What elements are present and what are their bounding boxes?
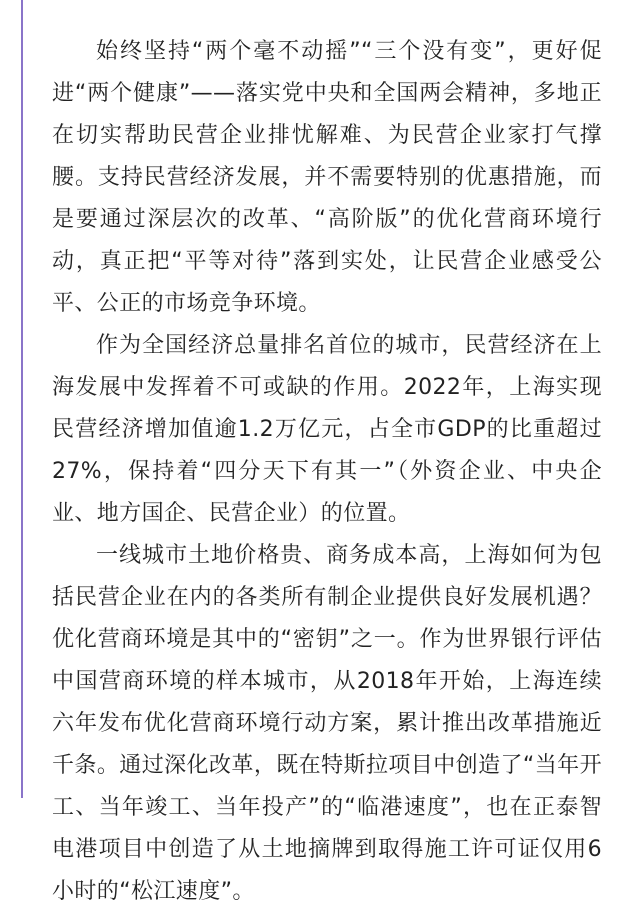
paragraph-shanghai-private-economy: 作为全国经济总量排名首位的城市，民营经济在上海发展中发挥着不可或缺的作用。2022年，上海实现民营经济增加值逾1.2万亿元，占全市GDP的比重超过27%，保持着“四分天下有其一”（外资企业、中央企业、地方国企、民营企业）的位置。 — [52, 333, 602, 526]
paragraph-private-economy-support: 始终坚持“两个毫不动摇”“三个没有变”，更好促进“两个健康”——落实党中央和全国两会精神，多地正在切实帮助民营企业排忧解难、为民营企业家打气撑腰。支持民营经济发展，并不需要特别的优惠措施，而是要通过深层次的改革、“高阶版”的优化营商环境行动，真正把“平等对待”落到实处，让民营企业感受公平、公正的市场竞争环境。 — [52, 39, 602, 316]
paragraph-business-environment: 一线城市土地价格贵、商务成本高，上海如何为包括民营企业在内的各类所有制企业提供良好发展机遇？优化营商环境是其中的“密钥”之一。作为世界银行评估中国营商环境的样本城市，从2018年开始，上海连续六年发布优化营商环境行动方案，累计推出改革措施近千条。通过深化改革，既在特斯拉项目中创造了“当年开工、当年竣工、当年投产”的“临港速度”，也在正泰智电港项目中创造了从土地摘牌到取得施工许可证仅用6小时的“松江速度”。 — [52, 543, 602, 904]
